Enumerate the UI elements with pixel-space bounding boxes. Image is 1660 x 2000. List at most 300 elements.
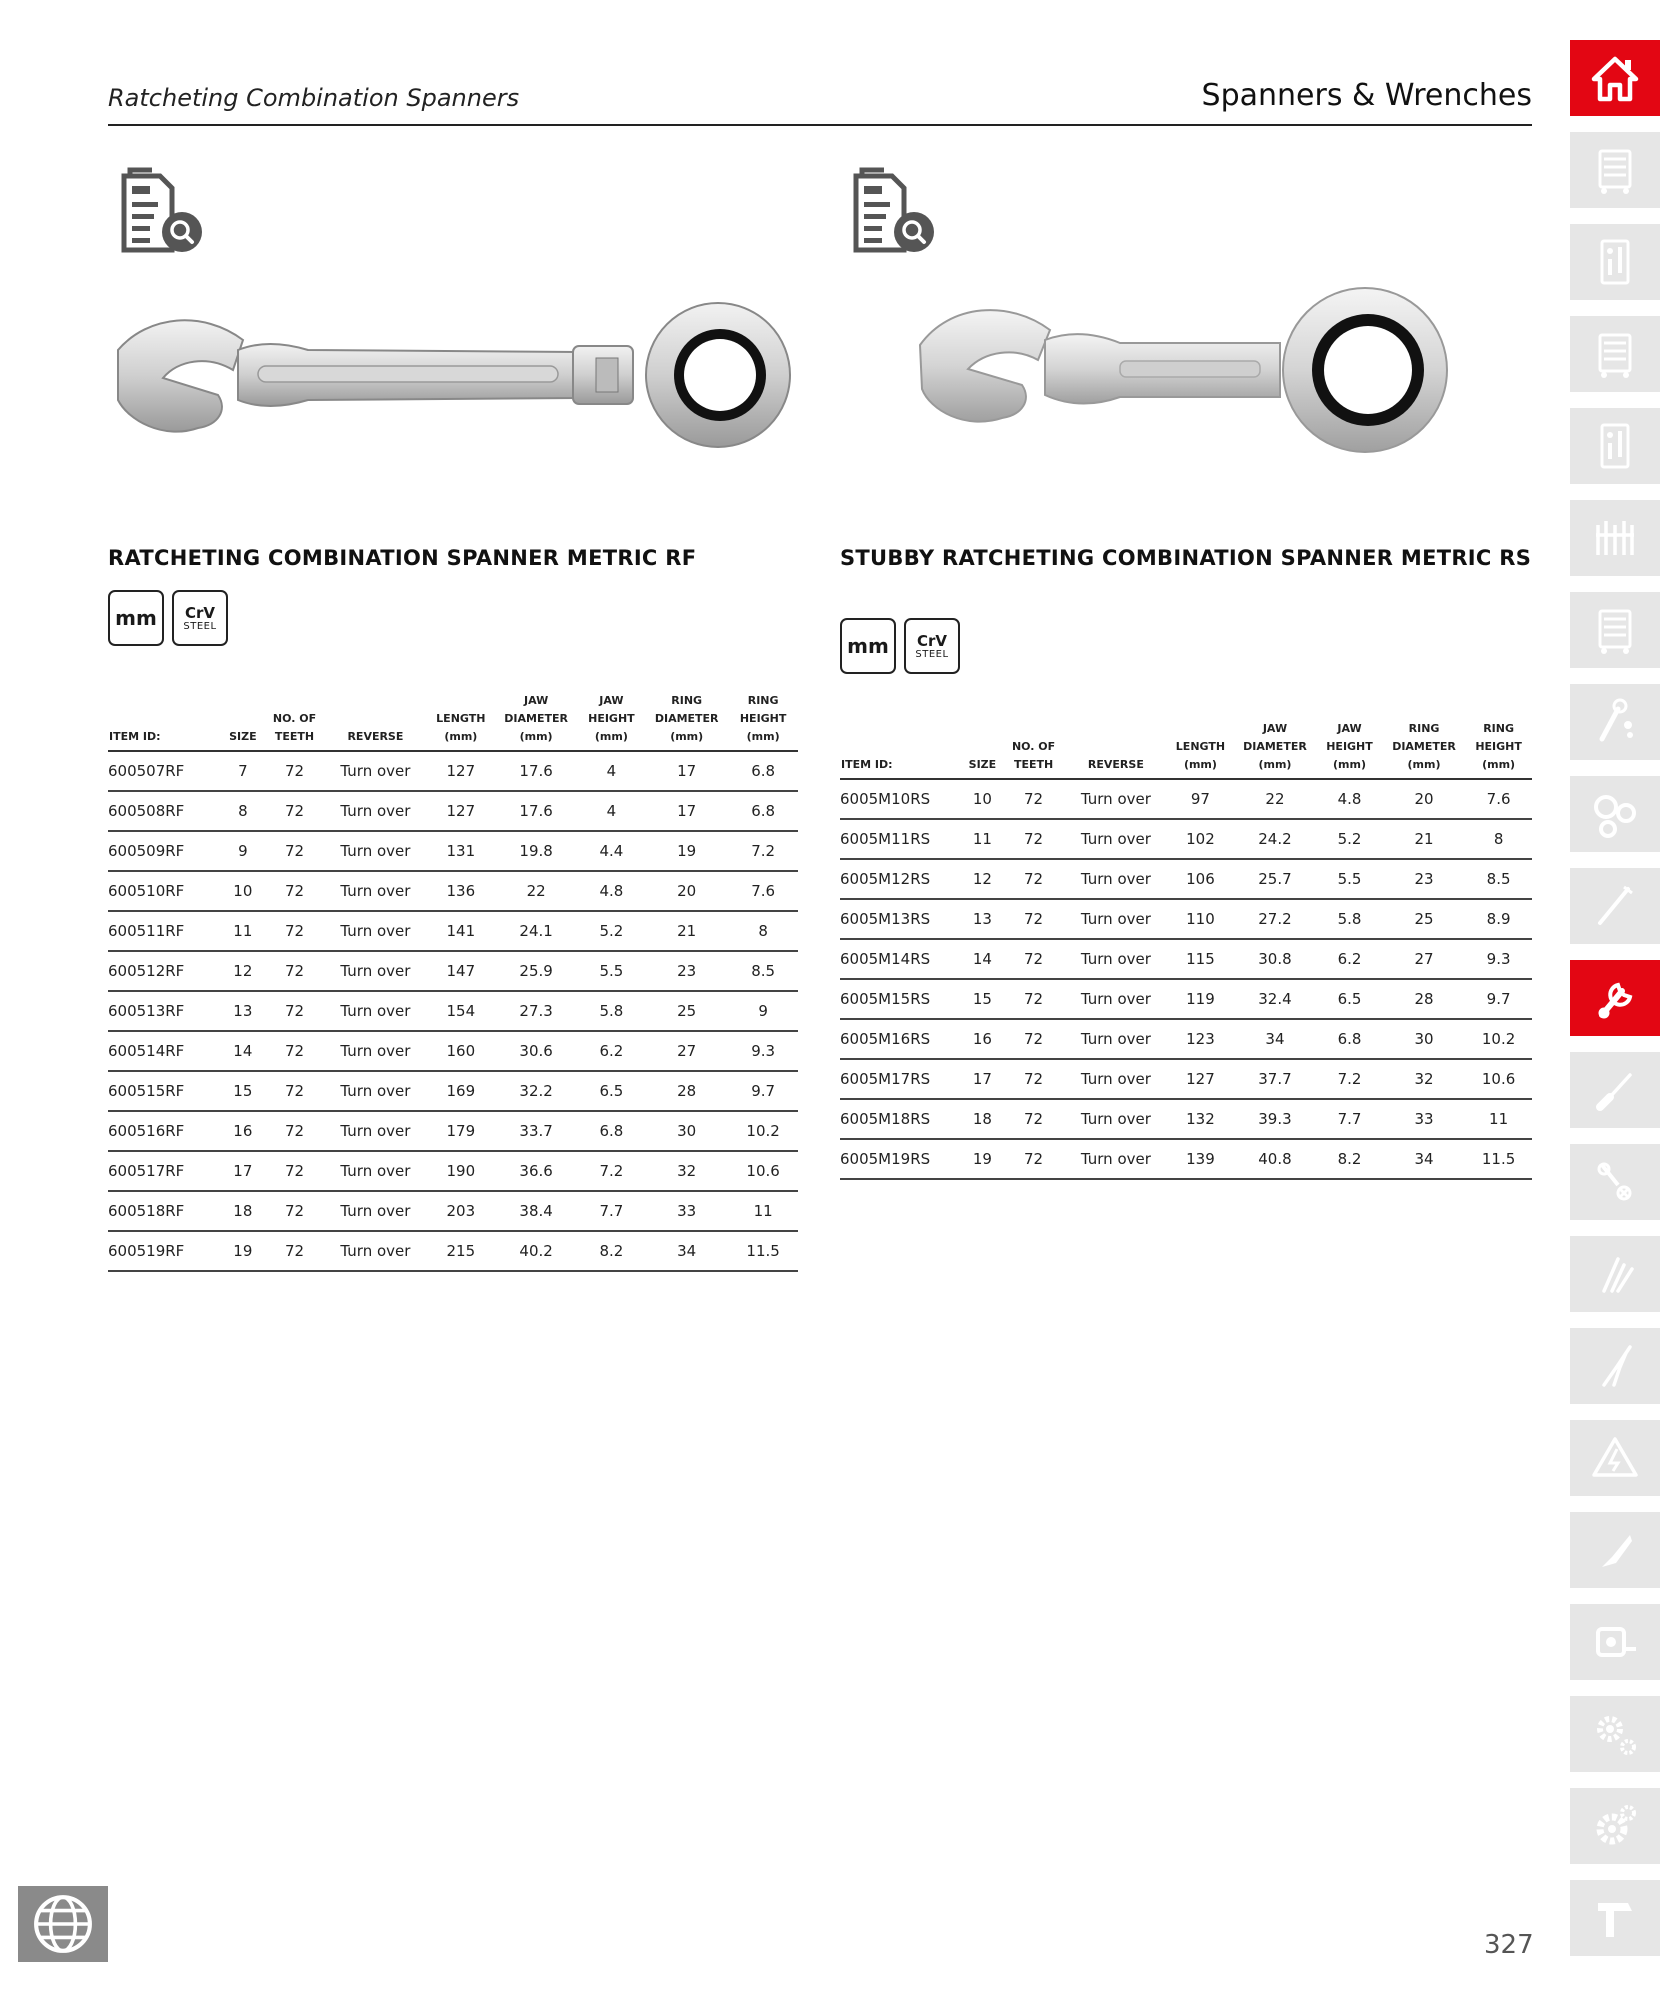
tool-tray-icon — [1588, 419, 1642, 473]
table-cell: 21 — [645, 911, 728, 951]
tool-cabinet-icon — [1588, 603, 1642, 657]
table-cell: 136 — [427, 871, 494, 911]
table-cell: 72 — [265, 1151, 323, 1191]
table-cell: Turn over — [324, 1031, 427, 1071]
table-cell: 39.3 — [1234, 1099, 1316, 1139]
table-row — [840, 1099, 1532, 1139]
table-cell: 17.6 — [495, 791, 578, 831]
column-header: REVERSE — [1065, 720, 1167, 779]
table-cell: 132 — [1167, 1099, 1234, 1139]
column-header: SIZE — [962, 720, 1002, 779]
catalog-title: Spanners & Wrenches — [1201, 78, 1532, 113]
table-cell: Turn over — [1065, 1019, 1167, 1059]
table-cell: 127 — [427, 791, 494, 831]
tool-cabinet-icon — [1588, 143, 1642, 197]
table-cell: 9 — [728, 991, 798, 1031]
table-cell: 7.6 — [1465, 779, 1532, 819]
table-cell: 19.8 — [495, 831, 578, 871]
table-cell: 72 — [1002, 859, 1064, 899]
table-cell: 10 — [220, 871, 265, 911]
item-id-cell: 6005M10RS — [840, 779, 962, 819]
table-cell: 147 — [427, 951, 494, 991]
table-row — [840, 859, 1532, 899]
table-cell: 33 — [645, 1191, 728, 1231]
table-cell: 4.8 — [578, 871, 645, 911]
table-cell: Turn over — [324, 751, 427, 791]
table-cell: 14 — [220, 1031, 265, 1071]
table-cell: 14 — [962, 939, 1002, 979]
table-cell: 33.7 — [495, 1111, 578, 1151]
table-cell: 28 — [1383, 979, 1465, 1019]
table-cell: Turn over — [324, 831, 427, 871]
item-id-cell: 6005M17RS — [840, 1059, 962, 1099]
datasheet-search-icon[interactable] — [844, 162, 940, 258]
table-cell: Turn over — [324, 911, 427, 951]
item-id-cell: 6005M12RS — [840, 859, 962, 899]
spec-table-rs — [840, 720, 1532, 1180]
table-cell: 160 — [427, 1031, 494, 1071]
table-cell: 6.8 — [728, 791, 798, 831]
badge-crv-label: CrV — [184, 603, 215, 622]
badge-steel-label: STEEL — [915, 648, 949, 660]
table-cell: 40.2 — [495, 1231, 578, 1271]
table-cell: Turn over — [1065, 779, 1167, 819]
table-row — [840, 1139, 1532, 1179]
sidebar-item-tool-cabinet[interactable] — [1570, 316, 1660, 392]
table-cell: 11.5 — [1465, 1139, 1532, 1179]
table-cell: 127 — [427, 751, 494, 791]
item-id-cell: 6005M15RS — [840, 979, 962, 1019]
table-cell: 72 — [265, 751, 323, 791]
sidebar-item-pliers[interactable] — [1570, 1328, 1660, 1404]
table-cell: Turn over — [324, 1231, 427, 1271]
table-cell: 34 — [645, 1231, 728, 1271]
table-cell: 38.4 — [495, 1191, 578, 1231]
table-cell: 11.5 — [728, 1231, 798, 1271]
table-cell: 9 — [220, 831, 265, 871]
item-id-cell: 6005M16RS — [840, 1019, 962, 1059]
table-cell: 127 — [1167, 1059, 1234, 1099]
sidebar-item-screwdriver[interactable] — [1570, 1052, 1660, 1128]
category-sidebar — [1570, 40, 1660, 1972]
table-cell: 21 — [1383, 819, 1465, 859]
table-row — [840, 779, 1532, 819]
table-cell: 72 — [265, 1031, 323, 1071]
column-header: ITEM ID: — [108, 692, 220, 751]
flex-ratcheting-spanner-image — [108, 300, 798, 470]
table-row — [108, 951, 798, 991]
table-cell: 17 — [645, 751, 728, 791]
sidebar-item-gear[interactable] — [1570, 1788, 1660, 1864]
table-cell: Turn over — [324, 991, 427, 1031]
sidebar-item-cutter[interactable] — [1570, 1512, 1660, 1588]
sidebar-item-tool-cabinet[interactable] — [1570, 592, 1660, 668]
sidebar-item-screwdriver-bit[interactable] — [1570, 868, 1660, 944]
pliers-icon — [1588, 1339, 1642, 1393]
table-cell: 72 — [265, 1071, 323, 1111]
table-cell: 110 — [1167, 899, 1234, 939]
table-cell: Turn over — [1065, 939, 1167, 979]
sidebar-item-home[interactable] — [1570, 40, 1660, 116]
table-cell: 72 — [265, 1231, 323, 1271]
table-cell: 169 — [427, 1071, 494, 1111]
table-cell: 6.5 — [578, 1071, 645, 1111]
home-icon — [1588, 51, 1642, 105]
table-cell: 203 — [427, 1191, 494, 1231]
table-cell: Turn over — [324, 791, 427, 831]
table-cell: 8.2 — [1316, 1139, 1383, 1179]
sidebar-item-measuring-tape[interactable] — [1570, 1604, 1660, 1680]
table-cell: 25.9 — [495, 951, 578, 991]
table-cell: 7.2 — [1316, 1059, 1383, 1099]
table-cell: 37.7 — [1234, 1059, 1316, 1099]
table-cell: 27.2 — [1234, 899, 1316, 939]
item-id-cell: 6005M19RS — [840, 1139, 962, 1179]
table-cell: 6.2 — [1316, 939, 1383, 979]
datasheet-search-icon[interactable] — [112, 162, 208, 258]
item-id-cell: 600511RF — [108, 911, 220, 951]
multitool-icon — [1588, 1247, 1642, 1301]
column-header: RING DIAMETER (mm) — [645, 692, 728, 751]
table-cell: 24.2 — [1234, 819, 1316, 859]
table-cell: 72 — [1002, 1139, 1064, 1179]
gear-icon — [1588, 1799, 1642, 1853]
item-id-cell: 600518RF — [108, 1191, 220, 1231]
table-cell: Turn over — [1065, 1099, 1167, 1139]
item-id-cell: 600512RF — [108, 951, 220, 991]
table-cell: 102 — [1167, 819, 1234, 859]
table-cell: 34 — [1383, 1139, 1465, 1179]
table-cell: 190 — [427, 1151, 494, 1191]
table-cell: 30 — [645, 1111, 728, 1151]
item-id-cell: 600513RF — [108, 991, 220, 1031]
table-cell: 40.8 — [1234, 1139, 1316, 1179]
column-header: JAW DIAMETER (mm) — [1234, 720, 1316, 779]
badge-mm-label: mm — [847, 634, 889, 658]
column-header: NO. OF TEETH — [1002, 720, 1064, 779]
item-id-cell: 600516RF — [108, 1111, 220, 1151]
table-cell: Turn over — [1065, 859, 1167, 899]
table-cell: 11 — [220, 911, 265, 951]
table-cell: 4 — [578, 791, 645, 831]
table-cell: 30 — [1383, 1019, 1465, 1059]
table-cell: 7 — [220, 751, 265, 791]
table-cell: 32.4 — [1234, 979, 1316, 1019]
website-link[interactable] — [18, 1886, 108, 1962]
table-cell: 32.2 — [495, 1071, 578, 1111]
section-title: Ratcheting Combination Spanners — [108, 84, 520, 112]
table-cell: 27 — [1383, 939, 1465, 979]
table-cell: 7.7 — [578, 1191, 645, 1231]
measuring-tape-icon — [1588, 1615, 1642, 1669]
column-header: RING DIAMETER (mm) — [1383, 720, 1465, 779]
table-cell: 72 — [265, 911, 323, 951]
table-cell: 72 — [265, 831, 323, 871]
table-cell: 36.6 — [495, 1151, 578, 1191]
table-cell: 6.8 — [728, 751, 798, 791]
sidebar-item-wrench[interactable] — [1570, 960, 1660, 1036]
badge-crv-steel — [904, 618, 960, 674]
globe-icon — [32, 1893, 94, 1955]
column-header: LENGTH (mm) — [427, 692, 494, 751]
column-header: REVERSE — [324, 692, 427, 751]
sidebar-item-automotive-gears[interactable] — [1570, 1696, 1660, 1772]
table-row — [840, 979, 1532, 1019]
hex-keys-icon — [1588, 1155, 1642, 1209]
table-header-row — [108, 692, 798, 751]
item-id-cell: 6005M11RS — [840, 819, 962, 859]
table-cell: 22 — [1234, 779, 1316, 819]
column-header: RING HEIGHT (mm) — [728, 692, 798, 751]
hammer-drill-icon — [1588, 1891, 1642, 1945]
item-id-cell: 600517RF — [108, 1151, 220, 1191]
table-cell: 7.7 — [1316, 1099, 1383, 1139]
column-header: SIZE — [220, 692, 265, 751]
electrical-icon — [1588, 1431, 1642, 1485]
item-id-cell: 600514RF — [108, 1031, 220, 1071]
table-row — [108, 1111, 798, 1151]
table-cell: 5.2 — [1316, 819, 1383, 859]
item-id-cell: 6005M14RS — [840, 939, 962, 979]
table-cell: 8.2 — [578, 1231, 645, 1271]
table-cell: 28 — [645, 1071, 728, 1111]
table-cell: Turn over — [1065, 899, 1167, 939]
wrench-icon — [1588, 971, 1642, 1025]
product-badges-rs — [840, 618, 960, 674]
table-cell: 13 — [962, 899, 1002, 939]
table-cell: 5.8 — [578, 991, 645, 1031]
sockets-icon — [1588, 787, 1642, 841]
table-row — [840, 819, 1532, 859]
table-cell: 10 — [962, 779, 1002, 819]
table-cell: 72 — [265, 1111, 323, 1151]
table-cell: 215 — [427, 1231, 494, 1271]
table-cell: 141 — [427, 911, 494, 951]
spec-table-rf — [108, 692, 798, 1272]
table-cell: 8.5 — [728, 951, 798, 991]
table-cell: 19 — [645, 831, 728, 871]
table-cell: 20 — [645, 871, 728, 911]
table-row — [108, 1031, 798, 1071]
table-cell: 17 — [962, 1059, 1002, 1099]
item-id-cell: 600509RF — [108, 831, 220, 871]
table-cell: 18 — [220, 1191, 265, 1231]
table-cell: 12 — [220, 951, 265, 991]
table-cell: 15 — [220, 1071, 265, 1111]
table-cell: 16 — [220, 1111, 265, 1151]
sidebar-item-tool-cabinet[interactable] — [1570, 132, 1660, 208]
table-cell: 19 — [962, 1139, 1002, 1179]
table-cell: Turn over — [1065, 979, 1167, 1019]
table-cell: 6.2 — [578, 1031, 645, 1071]
product-title-rs: STUBBY RATCHETING COMBINATION SPANNER METRIC RS — [840, 546, 1532, 570]
table-row — [108, 871, 798, 911]
table-cell: 17.6 — [495, 751, 578, 791]
sidebar-item-sockets[interactable] — [1570, 776, 1660, 852]
badge-crv-steel — [172, 590, 228, 646]
table-cell: 8.5 — [1465, 859, 1532, 899]
table-cell: 72 — [1002, 1019, 1064, 1059]
table-cell: 8 — [728, 911, 798, 951]
stubby-ratcheting-spanner-image — [910, 285, 1470, 455]
table-cell: 179 — [427, 1111, 494, 1151]
sidebar-item-tool-tray[interactable] — [1570, 408, 1660, 484]
ratchet-icon — [1588, 695, 1642, 749]
table-cell: 30.6 — [495, 1031, 578, 1071]
tool-cabinet-icon — [1588, 327, 1642, 381]
item-id-cell: 600519RF — [108, 1231, 220, 1271]
table-cell: 72 — [265, 991, 323, 1031]
table-cell: 22 — [495, 871, 578, 911]
table-cell: 27 — [645, 1031, 728, 1071]
screwdriver-bit-icon — [1588, 879, 1642, 933]
table-cell: 139 — [1167, 1139, 1234, 1179]
badge-steel-label: STEEL — [183, 620, 217, 632]
table-cell: 9.7 — [728, 1071, 798, 1111]
table-cell: 11 — [728, 1191, 798, 1231]
table-cell: 7.2 — [728, 831, 798, 871]
table-cell: 10.6 — [1465, 1059, 1532, 1099]
column-header: RING HEIGHT (mm) — [1465, 720, 1532, 779]
table-row — [108, 1071, 798, 1111]
table-cell: 72 — [1002, 779, 1064, 819]
table-row — [840, 939, 1532, 979]
table-cell: 18 — [962, 1099, 1002, 1139]
tool-tray-icon — [1588, 235, 1642, 289]
table-cell: 72 — [265, 951, 323, 991]
table-cell: 11 — [962, 819, 1002, 859]
table-cell: 17 — [220, 1151, 265, 1191]
table-cell: Turn over — [324, 1191, 427, 1231]
table-cell: 10.2 — [728, 1111, 798, 1151]
badge-crv-label: CrV — [916, 631, 947, 650]
table-cell: 106 — [1167, 859, 1234, 899]
column-header: NO. OF TEETH — [265, 692, 323, 751]
automotive-gears-icon — [1588, 1707, 1642, 1761]
item-id-cell: 600510RF — [108, 871, 220, 911]
table-row — [108, 1151, 798, 1191]
column-header: JAW HEIGHT (mm) — [1316, 720, 1383, 779]
item-id-cell: 600515RF — [108, 1071, 220, 1111]
table-cell: 5.8 — [1316, 899, 1383, 939]
table-row — [108, 791, 798, 831]
table-cell: 19 — [220, 1231, 265, 1271]
item-id-cell: 600507RF — [108, 751, 220, 791]
badge-mm — [108, 590, 164, 646]
table-cell: 5.5 — [578, 951, 645, 991]
table-row — [108, 751, 798, 791]
table-cell: 154 — [427, 991, 494, 1031]
table-cell: 20 — [1383, 779, 1465, 819]
column-header: JAW DIAMETER (mm) — [495, 692, 578, 751]
table-cell: 72 — [265, 1191, 323, 1231]
table-cell: 115 — [1167, 939, 1234, 979]
product-badges-rf — [108, 590, 228, 646]
table-cell: 15 — [962, 979, 1002, 1019]
table-cell: 72 — [1002, 939, 1064, 979]
table-cell: 8.9 — [1465, 899, 1532, 939]
table-cell: 25.7 — [1234, 859, 1316, 899]
table-cell: 72 — [265, 871, 323, 911]
page-number: 327 — [1484, 1930, 1534, 1960]
badge-mm-label: mm — [115, 606, 157, 630]
table-cell: Turn over — [324, 871, 427, 911]
sidebar-item-hex-keys[interactable] — [1570, 1144, 1660, 1220]
table-cell: 25 — [1383, 899, 1465, 939]
tool-set-icon — [1588, 511, 1642, 565]
sidebar-item-ratchet[interactable] — [1570, 684, 1660, 760]
table-cell: 72 — [1002, 819, 1064, 859]
table-cell: 9.3 — [1465, 939, 1532, 979]
table-cell: 23 — [1383, 859, 1465, 899]
table-cell: 24.1 — [495, 911, 578, 951]
table-cell: 25 — [645, 991, 728, 1031]
table-cell: 27.3 — [495, 991, 578, 1031]
sidebar-item-multitool[interactable] — [1570, 1236, 1660, 1312]
table-row — [108, 991, 798, 1031]
sidebar-item-hammer-drill[interactable] — [1570, 1880, 1660, 1956]
table-row — [840, 1059, 1532, 1099]
table-cell: Turn over — [324, 1111, 427, 1151]
table-cell: 23 — [645, 951, 728, 991]
table-cell: Turn over — [1065, 1059, 1167, 1099]
table-cell: Turn over — [1065, 1139, 1167, 1179]
table-row — [108, 1231, 798, 1271]
table-cell: Turn over — [324, 1071, 427, 1111]
table-cell: 7.2 — [578, 1151, 645, 1191]
table-cell: 8 — [220, 791, 265, 831]
item-id-cell: 6005M13RS — [840, 899, 962, 939]
table-header-row — [840, 720, 1532, 779]
sidebar-item-tool-tray[interactable] — [1570, 224, 1660, 300]
table-cell: 32 — [1383, 1059, 1465, 1099]
table-cell: 5.5 — [1316, 859, 1383, 899]
table-cell: 131 — [427, 831, 494, 871]
table-cell: 123 — [1167, 1019, 1234, 1059]
table-row — [108, 831, 798, 871]
table-cell: 17 — [645, 791, 728, 831]
item-id-cell: 600508RF — [108, 791, 220, 831]
table-cell: 33 — [1383, 1099, 1465, 1139]
table-cell: 72 — [1002, 1099, 1064, 1139]
column-header: JAW HEIGHT (mm) — [578, 692, 645, 751]
page-header — [108, 78, 1532, 126]
sidebar-item-electrical[interactable] — [1570, 1420, 1660, 1496]
table-cell: 30.8 — [1234, 939, 1316, 979]
product-title-rf: RATCHETING COMBINATION SPANNER METRIC RF — [108, 546, 697, 570]
sidebar-item-tool-set[interactable] — [1570, 500, 1660, 576]
table-cell: 10.2 — [1465, 1019, 1532, 1059]
column-header: ITEM ID: — [840, 720, 962, 779]
table-cell: 97 — [1167, 779, 1234, 819]
table-row — [840, 899, 1532, 939]
table-cell: 4 — [578, 751, 645, 791]
table-cell: 9.7 — [1465, 979, 1532, 1019]
table-cell: 9.3 — [728, 1031, 798, 1071]
table-cell: 13 — [220, 991, 265, 1031]
table-cell: Turn over — [324, 951, 427, 991]
table-cell: 72 — [1002, 979, 1064, 1019]
table-cell: 11 — [1465, 1099, 1532, 1139]
table-cell: 16 — [962, 1019, 1002, 1059]
table-cell: Turn over — [1065, 819, 1167, 859]
table-cell: 7.6 — [728, 871, 798, 911]
badge-mm — [840, 618, 896, 674]
table-cell: 6.5 — [1316, 979, 1383, 1019]
screwdriver-icon — [1588, 1063, 1642, 1117]
table-cell: 6.8 — [1316, 1019, 1383, 1059]
table-cell: 6.8 — [578, 1111, 645, 1151]
